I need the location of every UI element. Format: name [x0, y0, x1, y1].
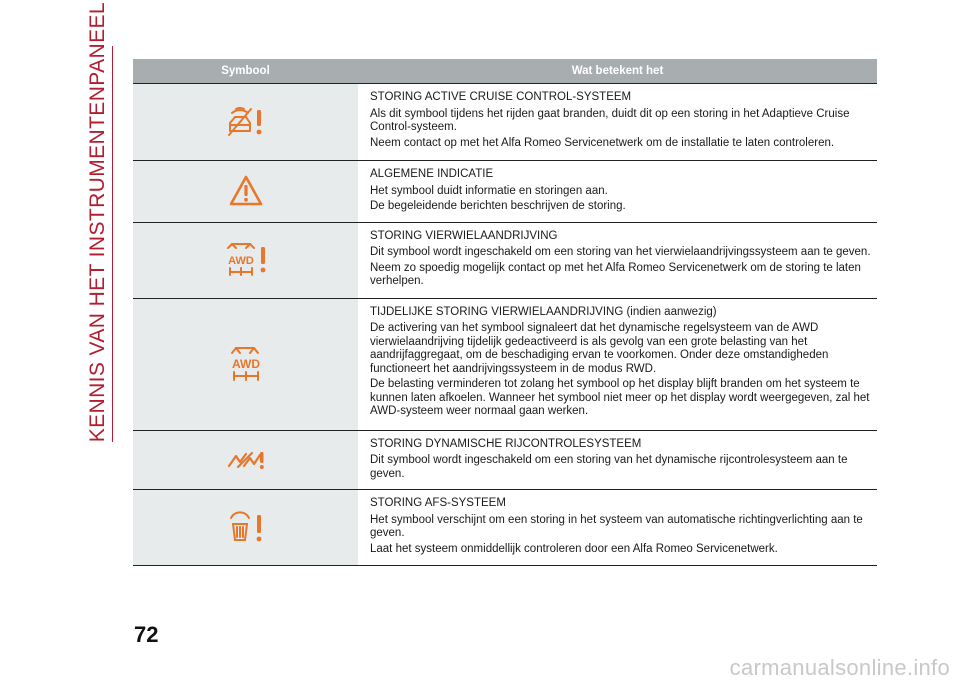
row-paragraph: Neem zo spoedig mogelijk contact op met het Alfa Romeo Servicenetwerk om de storing te laten verhelpen. [370, 261, 861, 287]
row-title: STORING DYNAMISCHE RIJCONTROLESYSTEEM [370, 437, 642, 450]
row-paragraph: Het symbool duidt informatie en storingen aan. [370, 184, 608, 197]
row-title: STORING AFS-SYSTEEM [370, 497, 506, 509]
general-warning-triangle-icon [229, 175, 263, 207]
row-paragraph: Dit symbool wordt ingeschakeld om een storing van het dynamische rijcontrolesysteem aan te geven. [370, 454, 848, 480]
description-cell [358, 161, 877, 223]
awd-temporary-disabled-icon [226, 345, 266, 383]
row-title: STORING ACTIVE CRUISE CONTROL-SYSTEEM [370, 91, 632, 103]
row-paragraph: De activering van het symbool signaleert dat het dynamische regelsysteem van de AWD vierwielaandrijving tijdelijk gedeactiveerd is als gevolg van een grote belasting van het aandrijfaggregaat, om de beschadiging ervan te voorkomen. Onder deze omstandigheden functioneert het aandrijvingssysteem in de modus RWD. [370, 322, 829, 375]
description-cell [358, 430, 877, 490]
awd-icon-label: AWD [227, 255, 254, 267]
afs-fault-icon [225, 510, 267, 546]
table-row [133, 84, 877, 161]
row-title: STORING VIERWIELAANDRIJVING [370, 229, 558, 242]
symbol-cell [133, 298, 358, 430]
awd-fault-icon [222, 242, 270, 278]
symbol-cell [133, 222, 358, 298]
column-header-meaning: Wat betekent het [358, 59, 877, 84]
table-header-row [133, 59, 877, 84]
column-header-symbol: Symbool [133, 59, 358, 84]
description-cell [358, 490, 877, 566]
row-paragraph: Neem contact op met het Alfa Romeo Servicenetwerk om de installatie te laten controleren. [370, 136, 835, 149]
row-paragraph: De begeleidende berichten beschrijven de storing. [370, 200, 626, 212]
row-title: TIJDELIJKE STORING VIERWIELAANDRIJVING (indien aanwezig) [370, 305, 717, 318]
section-title-vertical: KENNIS VAN HET INSTRUMENTENPANEEL [86, 1, 109, 442]
dynamic-ride-control-fault-icon [226, 449, 266, 471]
table-row [133, 490, 877, 566]
symbol-cell [133, 430, 358, 490]
description-cell [358, 222, 877, 298]
table-row [133, 298, 877, 430]
table-row [133, 222, 877, 298]
symbol-cell [133, 161, 358, 223]
row-paragraph: De belasting verminderen tot zolang het symbool op het display blijft branden om het systeem te kunnen laten afkoelen. Wanneer het symbool niet meer op het display wordt weergegeven, zal het AWD-systeem weer normaal gaan werken. [370, 378, 870, 417]
warning-symbols-table [133, 59, 877, 566]
active-cruise-control-fault-icon [226, 105, 266, 139]
section-divider-line [112, 46, 113, 442]
description-cell [358, 84, 877, 161]
page-number: 72 [134, 622, 159, 647]
awd-icon-label: AWD [231, 357, 260, 371]
symbol-cell [133, 490, 358, 566]
watermark: carmanualsonline.info [729, 655, 950, 680]
description-cell [358, 298, 877, 430]
table-row [133, 430, 877, 490]
row-title: ALGEMENE INDICATIE [370, 168, 494, 180]
table-row [133, 161, 877, 223]
symbol-cell [133, 84, 358, 161]
row-paragraph: Dit symbool wordt ingeschakeld om een storing van het vierwielaandrijvingssysteem aan te geven. [370, 246, 871, 258]
row-paragraph: Laat het systeem onmiddellijk controleren door een Alfa Romeo Servicenetwerk. [370, 542, 778, 555]
row-paragraph: Als dit symbool tijdens het rijden gaat branden, duidt dit op een storing in het Adaptieve Cruise Control-systeem. [370, 107, 850, 133]
row-paragraph: Het symbool verschijnt om een storing in het systeem van automatische richtingverlichting aan te geven. [370, 513, 863, 539]
